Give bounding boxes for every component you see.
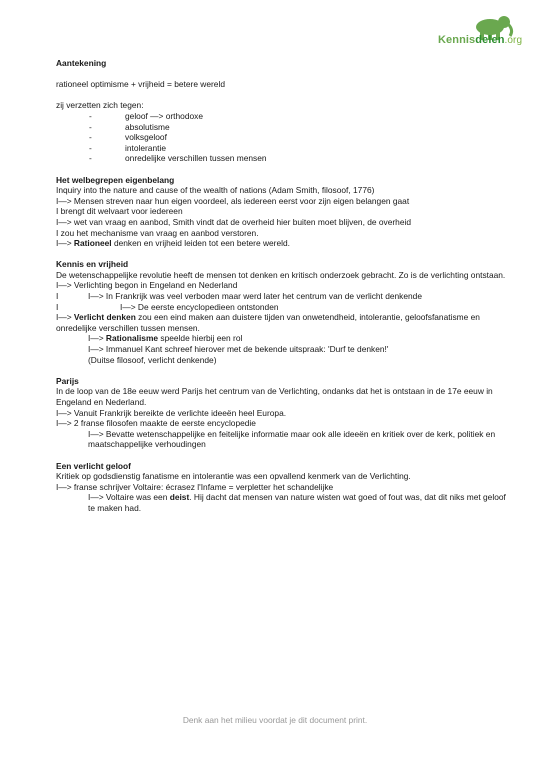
footer-note: Denk aan het milieu voordat je dit document print. (182, 715, 368, 725)
text-line: I I—> In Frankrijk was veel verboden maar werd later het centrum van de verlicht denkende (56, 291, 422, 302)
text-line: I brengt dit welvaart voor iedereen (56, 206, 183, 217)
formula-line: rationeel optimisme + vrijheid = betere wereld (56, 79, 225, 90)
list-item: - intolerantie (89, 142, 166, 153)
section-heading: Het welbegrepen eigenbelang (56, 174, 175, 185)
section-heading: Kennis en vrijheid (56, 259, 129, 270)
text-line: I—> Immanuel Kant schreef hierover met de bekende uitspraak: 'Durf te denken!' (88, 344, 389, 355)
text-line: I—> wet van vraag en aanbod, Smith vindt dat de overheid hier buiten moet blijven, de overheid (56, 216, 411, 227)
list-item: - geloof —> orthodoxe (89, 110, 203, 121)
text-line: I—> franse schrijver Voltaire: écrasez l'Infame = verpletter het schandelijke (56, 481, 334, 492)
paragraph: I—> Voltaire was een deist. Hij dacht dat mensen van nature wisten wat goed of fout was, dat dit niks met geloof te maken had. (88, 492, 506, 513)
logo-text-part1: Kennis (438, 34, 476, 46)
logo-text-part2: delen (475, 34, 505, 46)
list-item: - volksgeloof (89, 132, 167, 143)
section-heading: Parijs (56, 375, 79, 386)
text-line: I—> Vanuit Frankrijk bereikte de verlichte ideeën heel Europa. (56, 407, 287, 418)
list-item: - onredelijke verschillen tussen mensen (89, 153, 267, 164)
paragraph: De wetenschappelijke revolutie heeft de mensen tot denken en kritisch onderzoek gebracht. Zo is de verlichting ontstaan. (56, 269, 506, 280)
text-line: I—> 2 franse filosofen maakte de eerste encyclopedie (56, 418, 256, 429)
against-intro: zij verzetten zich tegen: (56, 100, 144, 111)
list-item: - absolutisme (89, 121, 170, 132)
logo-text-part3: .org (504, 35, 523, 46)
paragraph: I—> Verlicht denken zou een eind maken aan duistere tijden van onwetendheid, intolerantie, geloofsfanatisme en onredelijke verschillen tussen mensen. (56, 312, 480, 333)
text-line: Inquiry into the nature and cause of the wealth of nations (Adam Smith, filosoof, 1776) (56, 185, 375, 196)
text-line: (Duitse filosoof, verlicht denkende) (88, 354, 217, 365)
text-line: I—> Verlichting begon in Engeland en Nederland (56, 280, 238, 291)
logo (418, 14, 528, 54)
text-line: I—> Mensen streven naar hun eigen voordeel, als iedereen eerst voor zijn eigen belangen gaat (56, 195, 410, 206)
section-heading: Een verlicht geloof (56, 460, 131, 471)
paragraph: In de loop van de 18e eeuw werd Parijs het centrum van de Verlichting, ondanks dat het is ontstaan in de 17e eeuw in Engeland en Nederland. (56, 386, 493, 407)
text-line: I zou het mechanisme van vraag en aanbod verstoren. (56, 227, 259, 238)
text-line: I—> Rationeel denken en vrijheid leiden tot een betere wereld. (56, 238, 290, 249)
text-line: I I—> De eerste encyclopedieen ontstonden (56, 301, 279, 312)
text-line: Kritiek op godsdienstig fanatisme en intolerantie was een opvallend kenmerk van de Verlichting. (56, 471, 411, 482)
text-line: I—> Rationalisme speelde hierbij een rol (88, 333, 243, 344)
logo-text (438, 34, 522, 46)
paragraph: I—> Bevatte wetenschappelijke en feitelijke informatie maar ook alle ideeën en kritiek over de kerk, politiek en maatschappelijke verhoudingen (88, 428, 496, 450)
document-body (56, 58, 506, 514)
doc-title: Aantekening (56, 58, 107, 68)
